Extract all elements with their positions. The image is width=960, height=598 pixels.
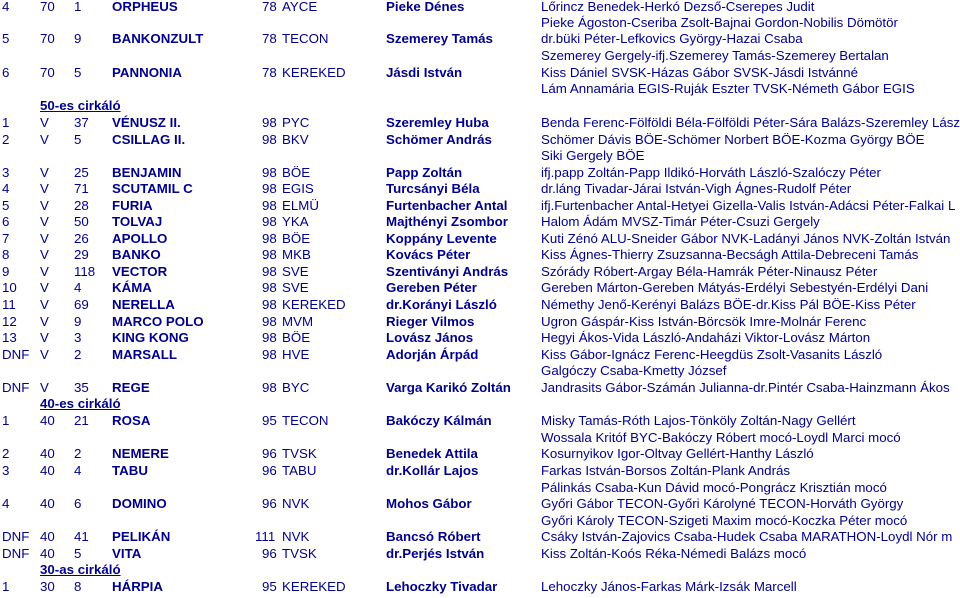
boat-name-cell: ROSA: [112, 413, 151, 428]
skipper-cell: Bakóczy Kálmán: [386, 413, 492, 428]
result-row: [0, 0, 960, 15]
boat-name-cell: BANKONZULT: [112, 31, 204, 46]
result-row: [0, 264, 960, 280]
boat-name-cell: VECTOR: [112, 264, 168, 279]
position-cell: 5: [2, 31, 10, 46]
skipper-cell: Turcsányi Béla: [386, 181, 480, 196]
crew-cell: Wossala Kritóf BYC-Bakóczy Róbert mocó-Loydl Marci mocó: [541, 430, 901, 445]
skipper-cell: Kovács Péter: [386, 247, 471, 262]
sail-number-cell: 28: [74, 198, 89, 213]
sail-number-cell: 2: [74, 446, 82, 461]
position-cell: 10: [2, 280, 17, 295]
class-cell: 40: [40, 546, 55, 561]
sail-number-cell: 4: [74, 463, 82, 478]
position-cell: 8: [2, 247, 10, 262]
class-cell: V: [40, 314, 49, 329]
year-cell: 96: [262, 446, 277, 461]
year-cell: 98: [262, 247, 277, 262]
crew-cell: Győri Károly TECON-Szigeti Maxim mocó-Koczka Péter mocó: [541, 513, 908, 528]
skipper-cell: Gereben Péter: [386, 280, 477, 295]
position-cell: 4: [2, 0, 10, 14]
position-cell: 3: [2, 463, 10, 478]
skipper-cell: Schömer András: [386, 132, 492, 147]
result-row: [0, 115, 960, 131]
class-cell: V: [40, 214, 49, 229]
sail-number-cell: 37: [74, 115, 89, 130]
result-row: [0, 380, 960, 396]
year-cell: 98: [262, 198, 277, 213]
result-row: [0, 247, 960, 263]
result-row: [0, 214, 960, 230]
class-cell: 70: [40, 65, 55, 80]
crew-cell: ifj.papp Zoltán-Papp Ildikó-Horváth László-Szalóczy Péter: [541, 165, 881, 180]
class-cell: V: [40, 247, 49, 262]
class-cell: V: [40, 198, 49, 213]
result-row: [0, 446, 960, 462]
skipper-cell: Jásdi István: [386, 65, 463, 80]
sail-number-cell: 4: [74, 280, 82, 295]
crew-continuation-row: [0, 48, 960, 64]
class-cell: V: [40, 264, 49, 279]
position-cell: DNF: [2, 347, 30, 362]
year-cell: 96: [262, 496, 277, 511]
result-row: [0, 463, 960, 479]
club-cell: MVM: [282, 314, 314, 329]
club-cell: SVE: [282, 280, 309, 295]
position-cell: 3: [2, 165, 10, 180]
skipper-cell: Bancsó Róbert: [386, 529, 481, 544]
sail-number-cell: 3: [74, 330, 82, 345]
skipper-cell: Adorján Árpád: [386, 347, 479, 362]
boat-name-cell: FURIA: [112, 198, 153, 213]
club-cell: NVK: [282, 529, 310, 544]
boat-name-cell: TOLVAJ: [112, 214, 163, 229]
boat-name-cell: NEMERE: [112, 446, 169, 461]
sail-number-cell: 5: [74, 65, 82, 80]
club-cell: ELMÜ: [282, 198, 319, 213]
crew-cell: Győri Gábor TECON-Győri Károlyné TECON-Horváth György: [541, 496, 904, 511]
year-cell: 98: [262, 314, 277, 329]
skipper-cell: Majthényi Zsombor: [386, 214, 508, 229]
club-cell: MKB: [282, 247, 311, 262]
result-row: [0, 65, 960, 81]
class-cell: V: [40, 297, 49, 312]
skipper-cell: dr.Kollár Lajos: [386, 463, 479, 478]
crew-cell: Galgóczy Csaba-Kmetty József: [541, 363, 727, 378]
class-cell: V: [40, 181, 49, 196]
position-cell: 1: [2, 115, 10, 130]
skipper-cell: Mohos Gábor: [386, 496, 472, 511]
skipper-cell: Lehoczky Tivadar: [386, 579, 498, 594]
skipper-cell: Furtenbacher Antal: [386, 198, 508, 213]
boat-name-cell: CSILLAG II.: [112, 132, 186, 147]
result-row: [0, 546, 960, 562]
club-cell: NVK: [282, 496, 310, 511]
skipper-cell: Benedek Attila: [386, 446, 478, 461]
boat-name-cell: ORPHEUS: [112, 0, 178, 14]
class-cell: V: [40, 380, 49, 395]
result-row: [0, 297, 960, 313]
year-cell: 95: [262, 413, 277, 428]
sail-number-cell: 6: [74, 496, 82, 511]
result-row: [0, 529, 960, 545]
class-cell: V: [40, 347, 49, 362]
crew-cell: dr.büki Péter-Lefkovics György-Hazai Csaba: [541, 31, 803, 46]
position-cell: 1: [2, 413, 10, 428]
crew-cell: Pálinkás Csaba-Kun Dávid mocó-Pongrácz Krisztián mocó: [541, 480, 887, 495]
position-cell: DNF: [2, 380, 30, 395]
sail-number-cell: 9: [74, 314, 82, 329]
crew-cell: Kiss Zoltán-Koós Réka-Némedi Balázs mocó: [541, 546, 807, 561]
class-cell: 70: [40, 31, 55, 46]
club-cell: YKA: [282, 214, 309, 229]
sail-number-cell: 5: [74, 132, 82, 147]
skipper-cell: Pieke Dénes: [386, 0, 465, 14]
crew-cell: Kiss Dániel SVSK-Házas Gábor SVSK-Jásdi Istvánné: [541, 65, 859, 80]
position-cell: 5: [2, 198, 10, 213]
crew-cell: Kiss Gábor-Ignácz Ferenc-Heegdüs Zsolt-Vasanits László: [541, 347, 883, 362]
crew-cell: Jandrasits Gábor-Számán Julianna-dr.Pintér Csaba-Hainzmann Ákos: [541, 380, 950, 395]
sail-number-cell: 35: [74, 380, 89, 395]
position-cell: 4: [2, 496, 10, 511]
club-cell: AYCE: [282, 0, 318, 14]
crew-continuation-row: [0, 81, 960, 97]
crew-continuation-row: [0, 15, 960, 31]
crew-continuation-row: [0, 148, 960, 164]
crew-cell: Farkas István-Borsos Zoltán-Plank András: [541, 463, 791, 478]
class-cell: V: [40, 330, 49, 345]
crew-cell: Kosurnyikov Igor-Oltvay Gellért-Hanthy László: [541, 446, 814, 461]
year-cell: 98: [262, 214, 277, 229]
sail-number-cell: 50: [74, 214, 89, 229]
year-cell: 98: [262, 347, 277, 362]
club-cell: KEREKED: [282, 297, 346, 312]
boat-name-cell: TABU: [112, 463, 148, 478]
crew-cell: dr.láng Tivadar-Járai István-Vigh Ágnes-Rudolf Péter: [541, 181, 852, 196]
club-cell: TECON: [282, 413, 329, 428]
crew-cell: Misky Tamás-Róth Lajos-Tönköly Zoltán-Nagy Gellért: [541, 413, 856, 428]
crew-cell: Gereben Márton-Gereben Mátyás-Erdélyi Sebestyén-Erdélyi Dani: [541, 280, 929, 295]
position-cell: 11: [2, 297, 16, 312]
result-row: [0, 413, 960, 429]
class-cell: 40: [40, 463, 55, 478]
boat-name-cell: BANKO: [112, 247, 161, 262]
section-header: 50-es cirkáló: [40, 98, 121, 113]
crew-cell: Kiss Ágnes-Thierry Zsuzsanna-Becságh Attila-Debreceni Tamás: [541, 247, 919, 262]
crew-cell: Lőrincz Benedek-Herkó Dezső-Cserepes Judit: [541, 0, 815, 14]
year-cell: 96: [262, 546, 277, 561]
year-cell: 98: [262, 330, 277, 345]
club-cell: TABU: [282, 463, 317, 478]
sail-number-cell: 5: [74, 546, 82, 561]
boat-name-cell: MARCO POLO: [112, 314, 204, 329]
position-cell: 2: [2, 132, 10, 147]
skipper-cell: Szentiványi András: [386, 264, 509, 279]
result-row: [0, 231, 960, 247]
crew-cell: Szórády Róbert-Argay Béla-Hamrák Péter-Ninausz Péter: [541, 264, 878, 279]
result-row: [0, 132, 960, 148]
crew-cell: Kuti Zénó ALU-Sneider Gábor NVK-Ladányi János NVK-Zoltán István: [541, 231, 951, 246]
result-row: [0, 280, 960, 296]
skipper-cell: dr.Perjés István: [386, 546, 485, 561]
boat-name-cell: BENJAMIN: [112, 165, 182, 180]
club-cell: KEREKED: [282, 579, 346, 594]
crew-continuation-row: [0, 480, 960, 496]
club-cell: TVSK: [282, 546, 317, 561]
class-cell: 40: [40, 413, 55, 428]
club-cell: BYC: [282, 380, 310, 395]
sail-number-cell: 69: [74, 297, 89, 312]
class-cell: V: [40, 115, 49, 130]
crew-cell: Ugron Gáspár-Kiss István-Börcsök Imre-Molnár Ferenc: [541, 314, 867, 329]
position-cell: 6: [2, 214, 10, 229]
result-row: [0, 347, 960, 363]
club-cell: KEREKED: [282, 65, 346, 80]
crew-cell: Némethy Jenő-Kerényi Balázs BÖE-dr.Kiss Pál BÖE-Kiss Péter: [541, 297, 916, 312]
crew-cell: Schömer Dávis BÖE-Schömer Norbert BÖE-Kozma György BÖE: [541, 132, 925, 147]
crew-cell: Szemerey Gergely-ifj.Szemerey Tamás-Szemerey Bertalan: [541, 48, 889, 63]
crew-cell: ifj.Furtenbacher Antal-Hetyei Gizella-Valis István-Adácsi Péter-Falkai L: [541, 198, 956, 213]
sail-number-cell: 25: [74, 165, 89, 180]
crew-continuation-row: [0, 430, 960, 446]
skipper-cell: dr.Korányi László: [386, 297, 497, 312]
year-cell: 98: [262, 264, 277, 279]
section-header: 30-as cirkáló: [40, 562, 121, 577]
crew-continuation-row: [0, 363, 960, 379]
boat-name-cell: PELIKÁN: [112, 529, 171, 544]
year-cell: 98: [262, 297, 277, 312]
class-cell: V: [40, 280, 49, 295]
crew-cell: Csáky István-Zajovics Csaba-Hudek Csaba MARATHON-Loydl Nór m: [541, 529, 953, 544]
position-cell: 1: [2, 579, 10, 594]
crew-cell: Pieke Ágoston-Cseriba Zsolt-Bajnai Gordon-Nobilis Dömötör: [541, 15, 898, 30]
crew-cell: Benda Ferenc-Fölföldi Béla-Fölföldi Péter-Sára Balázs-Szeremley Lász: [541, 115, 960, 130]
sail-number-cell: 118: [74, 264, 96, 279]
skipper-cell: Papp Zoltán: [386, 165, 463, 180]
year-cell: 78: [262, 65, 277, 80]
sail-number-cell: 9: [74, 31, 82, 46]
sail-number-cell: 21: [74, 413, 89, 428]
position-cell: 9: [2, 264, 10, 279]
club-cell: BÖE: [282, 165, 311, 180]
year-cell: 98: [262, 280, 277, 295]
boat-name-cell: PANNONIA: [112, 65, 182, 80]
class-cell: 30: [40, 579, 55, 594]
year-cell: 78: [262, 31, 277, 46]
year-cell: 98: [262, 380, 277, 395]
crew-cell: Lehoczky János-Farkas Márk-Izsák Marcell: [541, 579, 797, 594]
boat-name-cell: NERELLA: [112, 297, 175, 312]
year-cell: 98: [262, 165, 277, 180]
result-row: [0, 330, 960, 346]
skipper-cell: Rieger Vilmos: [386, 314, 475, 329]
boat-name-cell: KÁMA: [112, 280, 152, 295]
club-cell: BÖE: [282, 330, 311, 345]
skipper-cell: Koppány Levente: [386, 231, 497, 246]
boat-name-cell: REGE: [112, 380, 150, 395]
year-cell: 111: [255, 529, 276, 544]
crew-continuation-row: [0, 513, 960, 529]
year-cell: 98: [262, 231, 277, 246]
class-cell: V: [40, 231, 49, 246]
club-cell: HVE: [282, 347, 310, 362]
sail-number-cell: 29: [74, 247, 89, 262]
position-cell: DNF: [2, 546, 30, 561]
club-cell: BÖE: [282, 231, 311, 246]
club-cell: TECON: [282, 31, 329, 46]
crew-cell: Hegyi Ákos-Vida László-Andaházi Viktor-Lovász Márton: [541, 330, 871, 345]
boat-name-cell: VÉNUSZ II.: [112, 115, 181, 130]
class-cell: 40: [40, 446, 55, 461]
result-row: [0, 198, 960, 214]
skipper-cell: Lovász János: [386, 330, 474, 345]
sail-number-cell: 26: [74, 231, 89, 246]
position-cell: 7: [2, 231, 10, 246]
result-row: [0, 579, 960, 595]
boat-name-cell: DOMINO: [112, 496, 167, 511]
crew-cell: Siki Gergely BÖE: [541, 148, 645, 163]
sail-number-cell: 2: [74, 347, 82, 362]
year-cell: 95: [262, 579, 277, 594]
year-cell: 78: [262, 0, 277, 14]
result-row: [0, 31, 960, 47]
class-cell: 40: [40, 529, 55, 544]
class-cell: 70: [40, 0, 55, 14]
club-cell: BKV: [282, 132, 309, 147]
year-cell: 98: [262, 115, 277, 130]
result-row: [0, 496, 960, 512]
section-header: 40-es cirkáló: [40, 396, 121, 411]
position-cell: 4: [2, 181, 10, 196]
sail-number-cell: 1: [74, 0, 82, 14]
position-cell: 2: [2, 446, 10, 461]
class-cell: V: [40, 132, 49, 147]
sail-number-cell: 71: [74, 181, 89, 196]
skipper-cell: Szemerey Tamás: [386, 31, 493, 46]
result-row: [0, 314, 960, 330]
sail-number-cell: 41: [74, 529, 89, 544]
result-row: [0, 165, 960, 181]
boat-name-cell: KING KONG: [112, 330, 189, 345]
club-cell: TVSK: [282, 446, 317, 461]
boat-name-cell: HÁRPIA: [112, 579, 163, 594]
year-cell: 98: [262, 181, 277, 196]
club-cell: PYC: [282, 115, 310, 130]
skipper-cell: Szeremley Huba: [386, 115, 489, 130]
skipper-cell: Varga Karikó Zoltán: [386, 380, 511, 395]
year-cell: 96: [262, 463, 277, 478]
position-cell: 6: [2, 65, 10, 80]
position-cell: DNF: [2, 529, 30, 544]
class-cell: 40: [40, 496, 55, 511]
boat-name-cell: APOLLO: [112, 231, 168, 246]
sail-number-cell: 8: [74, 579, 82, 594]
crew-cell: Halom Ádám MVSZ-Timár Péter-Csuzi Gergely: [541, 214, 820, 229]
position-cell: 12: [2, 314, 17, 329]
boat-name-cell: VITA: [112, 546, 142, 561]
crew-cell: Lám Annamária EGIS-Ruják Eszter TVSK-Németh Gábor EGIS: [541, 81, 915, 96]
club-cell: SVE: [282, 264, 309, 279]
class-cell: V: [40, 165, 49, 180]
boat-name-cell: SCUTAMIL C: [112, 181, 193, 196]
club-cell: EGIS: [282, 181, 314, 196]
position-cell: 13: [2, 330, 17, 345]
boat-name-cell: MARSALL: [112, 347, 177, 362]
year-cell: 98: [262, 132, 277, 147]
result-row: [0, 181, 960, 197]
